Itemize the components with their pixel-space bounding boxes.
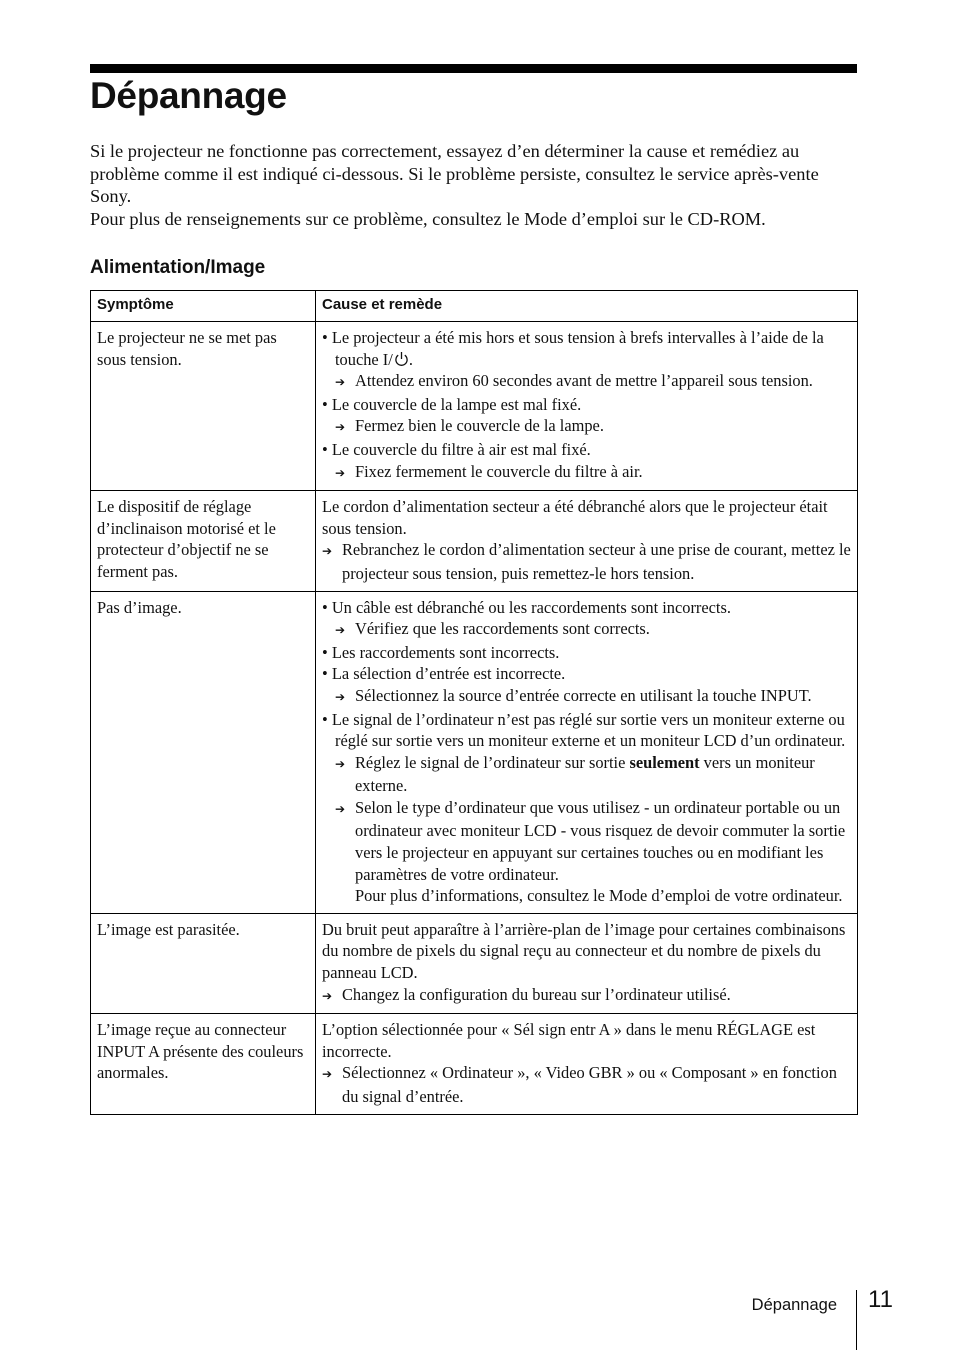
remedy-text: Vérifiez que les raccordements sont corrects.	[355, 619, 650, 639]
right-arrow-icon: ➔	[335, 623, 346, 638]
power-standby-icon	[394, 351, 409, 367]
right-arrow-icon: ➔	[335, 801, 346, 816]
header-symptom: Symptôme	[91, 291, 316, 322]
cause-remedy-cell	[316, 1014, 858, 1114]
cause-text-end: .	[408, 349, 413, 369]
remedy-item	[322, 461, 851, 485]
right-arrow-icon: ➔	[322, 988, 333, 1003]
remedy-item	[322, 984, 851, 1008]
title-rule	[90, 64, 857, 73]
remedy-item	[322, 685, 851, 709]
remedy-item	[322, 797, 851, 885]
right-arrow-icon: ➔	[335, 756, 346, 771]
remedy-item	[322, 618, 851, 642]
remedy-text: Fixez fermement le couvercle du filtre à air.	[355, 461, 643, 481]
remedy-text: Changez la configuration du bureau sur l’ordinateur utilisé.	[342, 984, 731, 1004]
remedy-text: Attendez environ 60 secondes avant de mettre l’appareil sous tension.	[355, 371, 813, 391]
remedy-text: Réglez le signal de l’ordinateur sur sortie	[355, 752, 630, 772]
header-cause-remedy: Cause et remède	[316, 291, 858, 322]
remedy-text-end: vers un moniteur externe.	[355, 752, 815, 796]
cause-item: • Les raccordements sont incorrects.	[322, 642, 560, 662]
right-arrow-icon: ➔	[335, 689, 346, 704]
remedy-emphasis: seulement	[629, 752, 700, 772]
table-row	[91, 322, 858, 491]
right-arrow-icon: ➔	[322, 544, 333, 559]
troubleshooting-table	[90, 290, 858, 1115]
right-arrow-icon: ➔	[335, 465, 346, 480]
remedy-text: Sélectionnez la source d’entrée correcte en utilisant la touche INPUT.	[355, 685, 812, 705]
table-row	[91, 1014, 858, 1114]
cause-item: • Le signal de l’ordinateur n’est pas réglé sur sortie vers un moniteur externe ou réglé sur sortie vers un moniteur externe et un moniteur LCD d’un ordinateur.	[322, 709, 846, 751]
table-row	[91, 913, 858, 1013]
symptom-cell: Le projecteur ne se met pas sous tension.	[91, 322, 316, 491]
cause-item: • Le couvercle du filtre à air est mal fixé.	[322, 439, 591, 459]
cause-item: L’option sélectionnée pour « Sél sign entr A » dans le menu RÉGLAGE est incorrecte.	[322, 1020, 816, 1061]
table-row	[91, 491, 858, 591]
page-number: 11	[868, 1286, 893, 1313]
cause-item: • La sélection d’entrée est incorrecte.	[322, 664, 566, 684]
intro-text	[90, 140, 858, 230]
cause-item: Du bruit peut apparaître à l’arrière-plan de l’image pour certaines combinaisons du nombre de pixels du signal reçu au connecteur et du nombre de pixels du panneau LCD.	[322, 919, 846, 983]
right-arrow-icon: ➔	[335, 420, 346, 435]
remedy-text: Sélectionnez « Ordinateur », « Video GBR » ou « Composant » en fonction du signal d’entrée.	[342, 1063, 837, 1106]
cause-item: Le cordon d’alimentation secteur a été débranché alors que le projecteur était sous tension.	[322, 497, 828, 538]
cause-remedy-cell	[316, 491, 858, 591]
cause-item: • Un câble est débranché ou les raccordements sont incorrects.	[322, 597, 731, 617]
cause-remedy-cell	[316, 913, 858, 1013]
footer-divider	[856, 1290, 857, 1350]
remedy-item	[322, 1062, 851, 1107]
page-title: Dépannage	[90, 75, 287, 116]
footer-section-label: Dépannage	[751, 1296, 837, 1314]
right-arrow-icon: ➔	[322, 1067, 333, 1082]
section-title: Alimentation/Image	[90, 257, 266, 278]
symptom-cell: L’image est parasitée.	[91, 913, 316, 1013]
remedy-text: Fermez bien le couvercle de la lampe.	[355, 416, 604, 436]
cause-text: • Le projecteur a été mis hors et sous tension à brefs intervalles à l’aide de la touche I/	[322, 328, 824, 369]
cause-item	[322, 327, 851, 370]
right-arrow-icon: ➔	[335, 375, 346, 390]
table-row	[91, 591, 858, 913]
symptom-cell: Le dispositif de réglage d’inclinaison motorisé et le protecteur d’objectif ne se ferment pas.	[91, 491, 316, 591]
intro-paragraph-1: Si le projecteur ne fonctionne pas correctement, essayez d’en déterminer la cause et remédiez au problème comme il est indiqué ci-dessous. Si le problème persiste, consultez le service après-vente Sony.	[90, 141, 819, 206]
cause-remedy-cell	[316, 322, 858, 491]
remedy-text: Rebranchez le cordon d’alimentation secteur à une prise de courant, mettez le projecteur sous tension, puis remettez-le hors tension.	[342, 540, 851, 583]
intro-paragraph-2: Pour plus de renseignements sur ce problème, consultez le Mode d’emploi sur le CD-ROM.	[90, 208, 766, 229]
remedy-note: Pour plus d’informations, consultez le Mode d’emploi de votre ordinateur.	[355, 886, 843, 906]
symptom-cell: L’image reçue au connecteur INPUT A présente des couleurs anormales.	[91, 1014, 316, 1114]
remedy-item	[322, 752, 851, 797]
remedy-item	[322, 539, 851, 584]
remedy-item	[322, 370, 851, 394]
cause-item: • Le couvercle de la lampe est mal fixé.	[322, 394, 582, 414]
symptom-cell: Pas d’image.	[91, 591, 316, 913]
remedy-text: Selon le type d’ordinateur que vous utilisez - un ordinateur portable ou un ordinateur avec moniteur LCD - vous risquez de devoir commuter la sortie vers le projecteur en appuyant sur certaines touches ou en modifiant les paramètres de votre ordinateur.	[355, 797, 846, 884]
table-header-row	[91, 291, 858, 322]
cause-remedy-cell	[316, 591, 858, 913]
remedy-item	[322, 415, 851, 439]
